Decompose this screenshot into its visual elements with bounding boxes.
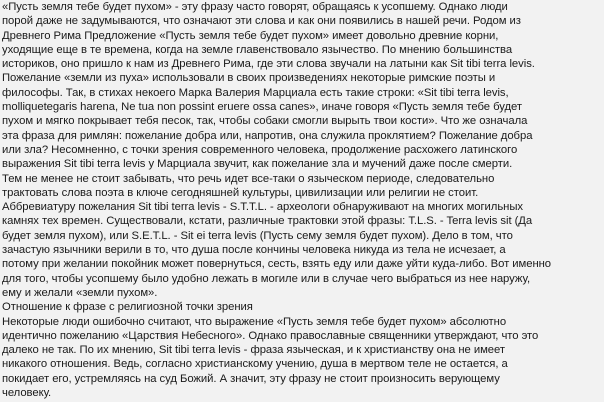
text-line: никакого отношения. Ведь, согласно христианскому учению, душа в мертвом теле не остается, а	[2, 358, 508, 371]
text-line: камнях тех времен. Существовали, кстати, различные трактовки этой фразы: T.L.S. - Terra levis sit (Да	[2, 215, 533, 228]
text-line: Аббревиатуру пожелания Sit tibi terra levis - S.T.T.L. - археологи обнаруживают на многих могильных	[2, 201, 523, 214]
text-line: выражения Sit tibi terra levis у Марциала звучит, как пожелание зла и мучений даже после смерти.	[2, 158, 513, 171]
text-line: Пожелание «земли из пуха» использовали в своих произведениях некоторые римские поэты и	[2, 72, 496, 85]
text-line: ему и желали «земли пухом».	[2, 286, 158, 299]
text-line: далеко не так. По их мнению, Sit tibi terra levis - фраза языческая, и к христианству она не имеет	[2, 344, 505, 357]
text-line: для того, чтобы усопшему было удобно лежать в могиле или в случае чего выбраться из нее наружу,	[2, 272, 531, 285]
text-line: трактовать слова поэта в ключе сегодняшней культуры, цивилизации или религии не стоит.	[2, 186, 479, 199]
text-line: эта фраза для римлян: пожелание добра или, напротив, она служила проклятием? Пожелание добра	[2, 129, 533, 142]
text-line: «Пусть земля тебе будет пухом» - эту фразу часто говорят, обращаясь к усопшему. Однако люди	[2, 1, 508, 13]
text-line: идентично пожеланию «Царствия Небесного». Однако православные священники утверждают, что это	[2, 329, 539, 342]
text-line: пухом и мягко покрывает тебя песок, так, чтобы собаки смогли вырыть твои кости». Что же означала	[2, 115, 528, 128]
text-line: потому при желании покойник может повернуться, сесть, взять еду или даже уйти куда-либо. Вот именно	[2, 258, 552, 271]
text-line: философы. Так, в стихах некоего Марка Валерия Марциала есть такие строки: «Sit tibi terra levis,	[2, 86, 509, 99]
text-line: историков, оно пришло к нам из Древнего Рима, где эти слова звучали на латыни как Sit tibi terra levis.	[2, 58, 535, 71]
text-line: molliquetegaris harena, Ne tua non possint eruere ossa canes», иначе говоря «Пусть земля тебе будет	[2, 101, 522, 114]
section-heading: Отношение к фразе с религиозной точки зрения	[2, 301, 253, 314]
text-line: зачастую язычники верили в то, что душа после кончины человека никуда из тела не исчезает, а	[2, 244, 506, 257]
text-line: Тем не менее не стоит забывать, что речь идет все-таки о языческом периоде, следовательно	[2, 172, 495, 185]
text-line: уходящие еще в те времена, когда на земле главенствовало язычество. По мнению большинства	[2, 43, 513, 56]
text-line: будет земля пухом), или S.E.T.L. - Sit ei terra levis (Пусть сему земля будет пухом). Дело в том, что	[2, 229, 513, 242]
text-line: Древнего Рима Предложение «Пусть земля тебе будет пухом» имеет довольно древние корни,	[2, 29, 499, 42]
text-line: или зла? Несомненно, с точки зрения современного человека, продолжение расхожего латинского	[2, 143, 518, 156]
text-line: покидает его, устремляясь на суд Божий. А значит, эту фразу не стоит произносить верующему	[2, 372, 500, 385]
text-line: порой даже не задумываются, что означают эти слова и как они появились в нашей речи. Родом из	[2, 15, 521, 28]
text-line: человеку.	[2, 387, 52, 400]
text-line: Некоторые люди ошибочно считают, что выражение «Пусть земля тебе будет пухом» абсолютно	[2, 315, 507, 328]
